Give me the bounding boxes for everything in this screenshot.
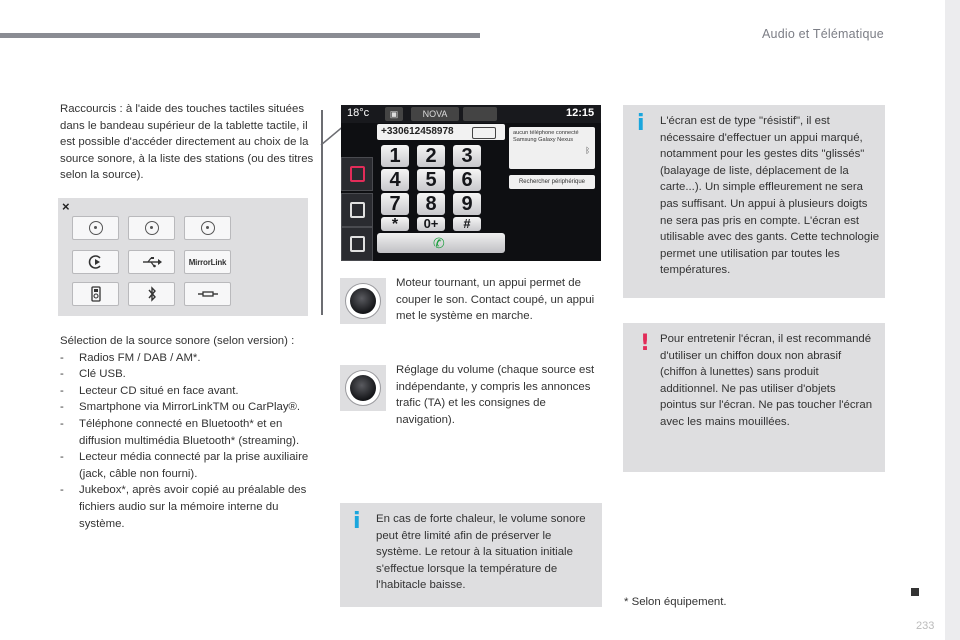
list-item: - Téléphone connecté en Bluetooth* et en diffusion multimédia Bluetooth* (streaming). — [60, 416, 325, 449]
info-box-screen-text: L'écran est de type "résistif", il est nécessaire d'effectuer un appui marqué, notamment pour les gestes dits "glissés" (balayage de liste, déplacement de la carte...). Un simple effleurement ne sera pas suffisant. Un appui à plusieurs doigts ne sera pas pris en compte. L'écran est utilisable avec des gants. Cette technologie permet une utilisation par toutes les températures. — [660, 115, 880, 277]
list-item: - Jukebox*, après avoir copié au préalable des fichiers audio sur la mémoire interne du système. — [60, 482, 325, 532]
keypad-key[interactable]: # — [453, 217, 481, 231]
keypad-key[interactable]: 7 — [381, 193, 409, 215]
search-device-button[interactable]: Rechercher périphérique — [509, 175, 595, 189]
list-item: - Clé USB. — [60, 366, 325, 383]
page-section-title: Audio et Télématique — [762, 27, 884, 41]
info-box-screen — [623, 105, 885, 298]
radio-dab-button[interactable] — [128, 216, 175, 240]
keypad-key[interactable]: 3 — [453, 145, 481, 167]
source-icon — [350, 166, 365, 182]
sidebar-item-source[interactable] — [341, 157, 373, 191]
radio-icon — [89, 221, 103, 235]
keypad-key[interactable]: 8 — [417, 193, 445, 215]
usb-source-button[interactable] — [128, 250, 175, 274]
header-bar — [0, 33, 480, 38]
screen-tab-station[interactable]: NOVA — [411, 107, 459, 121]
keypad-key[interactable]: 2 — [417, 145, 445, 167]
list-item: - Radios FM / DAB / AM*. — [60, 350, 325, 367]
warning-box — [623, 323, 885, 472]
mirrorlink-label: MirrorLink — [188, 257, 227, 267]
phone-book-icon — [350, 202, 365, 218]
list-item: - Lecteur média connecté par la prise auxiliaire (jack, câble non fourni). — [60, 449, 325, 482]
cd-source-button[interactable] — [72, 250, 119, 274]
list-item: - Lecteur CD situé en face avant. — [60, 383, 325, 400]
contacts-icon — [350, 236, 365, 252]
keypad-key[interactable]: 5 — [417, 169, 445, 191]
dialed-number: +330612458978 — [377, 124, 505, 140]
mirrorlink-source-button[interactable] — [184, 250, 231, 274]
info-icon: i — [353, 509, 361, 534]
connected-device-panel[interactable] — [509, 127, 595, 169]
footnote: * Selon équipement. — [624, 596, 727, 608]
keypad-key[interactable]: 9 — [453, 193, 481, 215]
source-list-title: Sélection de la source sonore (selon version) : — [60, 335, 295, 347]
volume-knob-illustration — [340, 365, 386, 411]
keypad-key[interactable]: 0+ — [417, 217, 445, 231]
sidebar-item-contacts[interactable] — [341, 227, 373, 261]
list-item: - Smartphone via MirrorLinkTM ou CarPlay®. — [60, 399, 325, 416]
bluetooth-icon — [147, 286, 157, 302]
call-button[interactable] — [377, 233, 505, 253]
cd-icon — [88, 254, 104, 270]
end-of-section-mark — [911, 588, 919, 596]
phone-icon: ✆ — [433, 235, 445, 251]
shortcuts-paragraph: Raccourcis : à l'aide des touches tactiles situées dans le bandeau supérieur de la tablette tactile, il est possible d'accéder directement au choix de la source sonore, à la liste des stations (ou des titres selon la source). — [60, 103, 314, 182]
keypad-key[interactable]: * — [381, 217, 409, 231]
warning-box-text: Pour entretenir l'écran, il est recommandé d'utiliser un chiffon doux non abrasif (chiffon à lunettes) sans produit additionnel. Ne pas utiliser d'objets pointus sur l'écran. Ne pas toucher l'écran avec les mains mouillées. — [660, 333, 873, 428]
power-knob-illustration — [340, 278, 386, 324]
close-icon[interactable]: × — [62, 199, 70, 214]
temperature-readout: 18°c — [347, 107, 370, 119]
source-list — [60, 333, 325, 532]
radio-fm-button[interactable] — [72, 216, 119, 240]
radio-icon — [145, 221, 159, 235]
clock-readout: 12:15 — [566, 107, 595, 119]
power-knob-description: Moteur tournant, un appui permet de couper le son. Contact coupé, un appui met le système en marche. — [396, 277, 595, 323]
jack-icon — [197, 289, 219, 299]
screen-tab-icon[interactable]: ▣ — [385, 107, 403, 121]
warning-icon: ! — [640, 331, 651, 356]
radio-icon — [201, 221, 215, 235]
sidebar-item-phone[interactable] — [341, 193, 373, 227]
knob-icon — [345, 283, 381, 319]
backspace-icon[interactable] — [472, 127, 496, 139]
screen-tab-blank[interactable] — [463, 107, 497, 121]
keypad-key[interactable]: 4 — [381, 169, 409, 191]
info-box-heat — [340, 503, 602, 607]
source-selection-panel — [58, 198, 308, 316]
info-icon: i — [637, 111, 645, 136]
bluetooth-icon: ᛒ — [585, 146, 590, 155]
info-box-heat-text: En cas de forte chaleur, le volume sonore peut être limité afin de préserver le système. Le retour à la situation initiale s'effectue lorsque la température de l'habitacle baisse. — [376, 513, 586, 592]
aux-jack-source-button[interactable] — [184, 282, 231, 306]
usb-icon — [142, 256, 162, 268]
radio-am-button[interactable] — [184, 216, 231, 240]
keypad-key[interactable]: 6 — [453, 169, 481, 191]
bluetooth-source-button[interactable] — [128, 282, 175, 306]
keypad-key[interactable]: 1 — [381, 145, 409, 167]
media-player-source-button[interactable] — [72, 282, 119, 306]
volume-knob-description: Réglage du volume (chaque source est indépendante, y compris les annonces trafic (TA) et les consignes de navigation). — [396, 364, 595, 426]
page-edge-strip — [945, 0, 960, 640]
device-status-text: aucun téléphone connecté Samsung Galaxy Nexus — [513, 130, 579, 143]
page-number: 233 — [916, 620, 935, 632]
media-player-icon — [91, 286, 101, 302]
phone-dialer-screen — [341, 105, 601, 261]
knob-icon — [345, 370, 381, 406]
